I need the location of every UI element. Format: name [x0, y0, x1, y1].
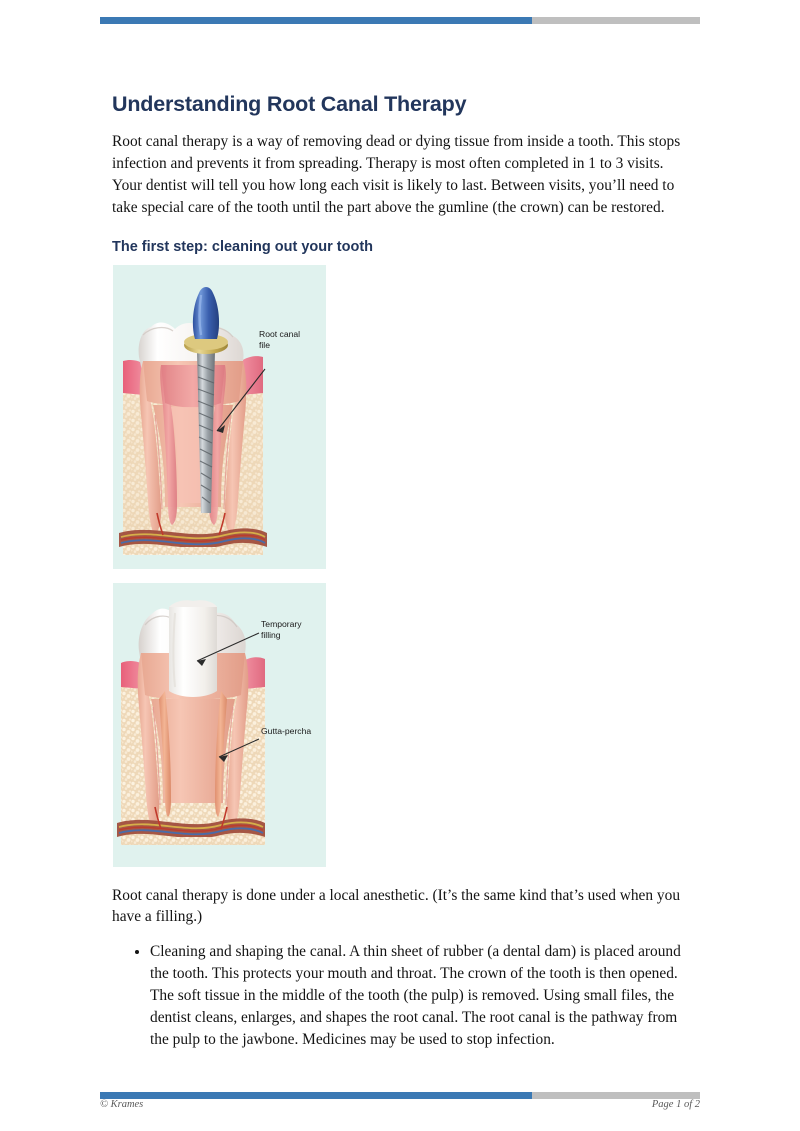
figure1-label-line1: Root canal — [259, 328, 301, 339]
figure-tooth-filled — [113, 583, 326, 867]
page-indicator: Page 1 of 2 — [651, 1099, 700, 1110]
procedure-steps-list — [112, 941, 696, 1050]
document-content — [112, 92, 696, 1059]
header-rule — [100, 17, 700, 24]
footer — [100, 1099, 700, 1110]
footer-rule-grey-segment — [532, 1092, 700, 1099]
figure2-label-gutta-percha: Gutta-percha — [261, 725, 312, 736]
header-rule-grey-segment — [532, 17, 700, 24]
anesthetic-paragraph: Root canal therapy is done under a local anesthetic. (It’s the same kind that’s used when you have a filling.) — [112, 886, 681, 926]
intro-paragraph: Root canal therapy is a way of removing dead or dying tissue from inside a tooth. This stops infection and prevents it from spreading. Therapy is most often completed in 1 to 3 visits. Your dentist will tell you how long each visit is likely to last. Between visits, you’ll need to take special care of the tooth until the part above the gumline (the crown) can be restored. — [112, 133, 681, 216]
figure2-label-temporary-line1: Temporary — [261, 618, 302, 629]
figure-tooth-with-file — [113, 265, 326, 569]
list-item: • Cleaning and shaping the canal. A thin sheet of rubber (a dental dam) is placed around the tooth. This protects your mouth and throat. The crown of the tooth is then opened. The soft tissue in the middle of the tooth (the pulp) is removed. Using small files, the dentist cleans, enlarges, and shapes the root canal. The root canal is the pathway from the pulp to the jawbone. Medicines may be used to stop infection. — [150, 941, 696, 1050]
figure1-label-line2: file — [259, 339, 270, 350]
footer-rule-blue-segment — [100, 1092, 532, 1099]
page-title: Understanding Root Canal Therapy — [112, 92, 467, 116]
header-rule-blue-segment — [100, 17, 532, 24]
figure2-label-temporary-line2: filling — [261, 629, 281, 640]
section-heading: The first step: cleaning out your tooth — [112, 238, 373, 255]
footer-rule — [100, 1092, 700, 1099]
copyright-text: © Krames — [100, 1099, 144, 1110]
